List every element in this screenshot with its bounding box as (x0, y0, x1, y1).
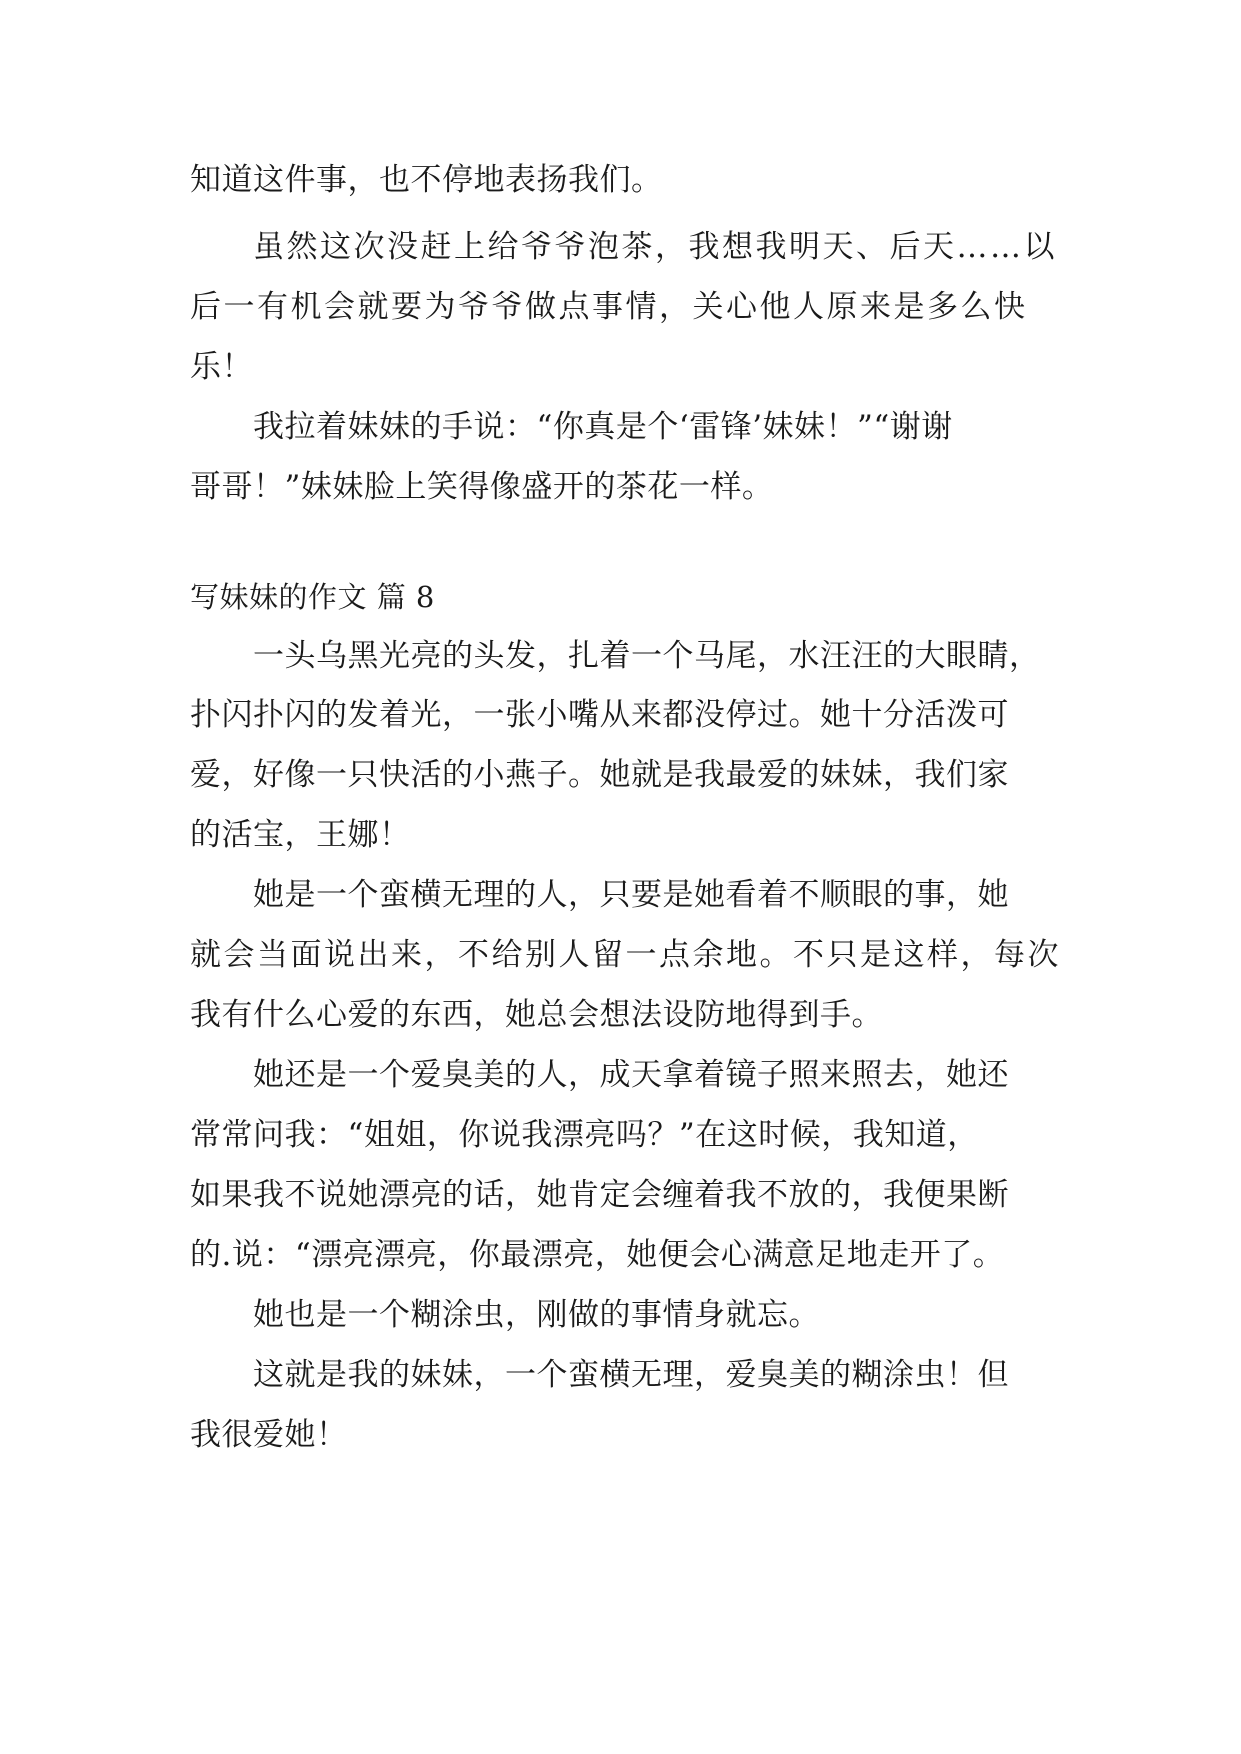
paragraph-line: 知道这件事，也不停地表扬我们。 (190, 162, 663, 198)
paragraph-line: 的.说：“漂亮漂亮，你最漂亮，她便会心满意足地走开了。 (190, 1237, 1005, 1273)
paragraph-line: 后一有机会就要为爷爷做点事情，关心他人原来是多么快 (190, 289, 1028, 325)
paragraph-line: 一头乌黑光亮的头发，扎着一个马尾，水汪汪的大眼睛， (253, 638, 1041, 674)
paragraph-line: 哥哥！”妹妹脸上笑得像盛开的茶花一样。 (190, 469, 774, 505)
paragraph-line: 扑闪扑闪的发着光，一张小嘴从来都没停过。她十分活泼可 (190, 697, 1009, 733)
paragraph-line: 乐！ (190, 349, 253, 385)
paragraph-line: 她也是一个糊涂虫，刚做的事情身就忘。 (253, 1297, 820, 1333)
paragraph-line: 这就是我的妹妹，一个蛮横无理，爱臭美的糊涂虫！但 (253, 1357, 1009, 1393)
paragraph-line: 常常问我：“姐姐，你说我漂亮吗？”在这时候，我知道， (190, 1117, 979, 1153)
paragraph-line: 就会当面说出来，不给别人留一点余地。不只是这样，每次 (190, 937, 1061, 973)
section-title: 写妹妹的作文 篇 8 (190, 580, 435, 614)
paragraph-line: 她是一个蛮横无理的人，只要是她看着不顺眼的事，她 (253, 877, 1009, 913)
paragraph-line: 我拉着妹妹的手说：“你真是个‘雷锋’妹妹！”“谢谢 (253, 409, 953, 445)
paragraph-line: 她还是一个爱臭美的人，成天拿着镜子照来照去，她还 (253, 1057, 1009, 1093)
paragraph-line: 爱，好像一只快活的小燕子。她就是我最爱的妹妹，我们家 (190, 757, 1009, 793)
paragraph-line: 我很爱她！ (190, 1417, 348, 1453)
paragraph-line: 我有什么心爱的东西，她总会想法设防地得到手。 (190, 997, 883, 1033)
paragraph-line: 如果我不说她漂亮的话，她肯定会缠着我不放的，我便果断 (190, 1177, 1009, 1213)
paragraph-line: 虽然这次没赶上给爷爷泡茶，我想我明天、后天……以 (253, 229, 1057, 265)
paragraph-line: 的活宝，王娜！ (190, 817, 411, 853)
